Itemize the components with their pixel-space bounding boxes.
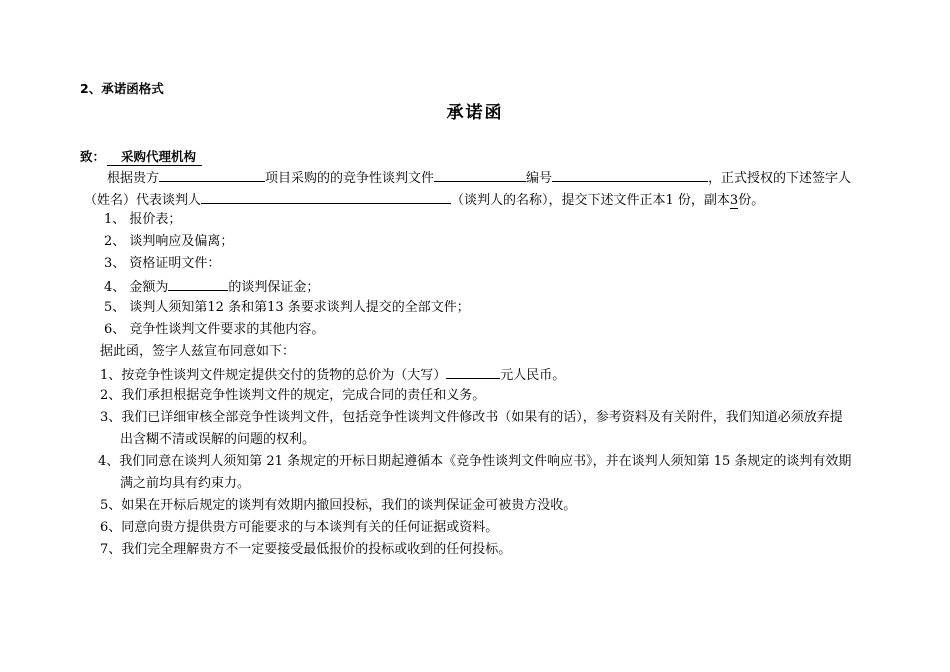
document-blank [434, 168, 526, 182]
addressee-name: 采购代理机构 [107, 149, 202, 166]
clause-3-line-1: 3、我们已详细审核全部竞争性谈判文件，包括竞争性谈判文件修改书（如果有的话），参考资料及有关附件，我们知道必须放弃提 [100, 410, 843, 425]
number-blank [552, 168, 708, 182]
intro-text: （姓名）代表谈判人 [84, 193, 202, 208]
intro-text: 根据贵方 [107, 171, 160, 186]
project-name-blank [159, 168, 265, 182]
document-item: 2、 谈判响应及偏离； [104, 234, 234, 249]
document-item: 6、 竞争性谈判文件要求的其他内容。 [104, 322, 325, 337]
addressee-line [80, 148, 202, 166]
document-item-suffix: 的谈判保证金； [228, 280, 320, 295]
intro-line-2 [84, 190, 764, 210]
clause-7: 7、我们完全理解贵方不一定要接受最低报价的投标或收到的任何投标。 [100, 542, 512, 557]
clause-5: 5、如果在开标后规定的谈判有效期内撤回投标，我们的谈判保证金可被贵方没收。 [100, 498, 577, 513]
clause-text: 元人民币。 [500, 368, 566, 383]
document-item: 5、 谈判人须知第12 条和第13 条要求谈判人提交的全部文件； [104, 300, 470, 315]
declaration-intro: 据此函，签字人兹宣布同意如下： [100, 344, 296, 359]
copies-count: 3 [729, 193, 739, 208]
clause-6: 6、同意向贵方提供贵方可能要求的与本谈判有关的任何证据或资料。 [100, 520, 499, 535]
intro-text: 编号 [526, 171, 553, 186]
bidder-name-blank [201, 190, 451, 204]
clause-4-line-1: 4、我们同意在谈判人须知第 21 条规定的开标日期起遵循本《竞争性谈判文件响应书》，并在谈判人须知第 15 条规定的谈判有效期 [98, 454, 852, 469]
intro-text: 项目采购的的竞争性谈判文件 [265, 171, 435, 186]
clause-text: 1、按竞争性谈判文件规定提供交付的货物的总价为（大写） [100, 368, 447, 383]
document-item: 1、 报价表； [104, 212, 182, 227]
addressee-prefix: 致： [80, 149, 106, 164]
clause-2: 2、我们承担根据竞争性谈判文件的规定，完成合同的责任和义务。 [100, 388, 486, 403]
intro-text: 份。 [738, 193, 765, 208]
section-heading: 2、承诺函格式 [80, 81, 164, 96]
document-item: 3、 资格证明文件： [104, 256, 221, 271]
document-item-amount [104, 277, 319, 297]
intro-line-1 [107, 168, 851, 188]
document-title: 承诺函 [446, 103, 504, 123]
clause-3-line-2: 出含糊不清或误解的问题的权利。 [120, 432, 316, 447]
clause-1 [100, 365, 565, 385]
document-item: 4、 金额为 [104, 280, 169, 295]
intro-text: （谈判人的名称），提交下述文件正本1 份，副本 [451, 193, 730, 208]
intro-text: ，正式授权的下述签字人 [708, 171, 852, 186]
amount-blank [168, 277, 228, 291]
total-price-blank [446, 365, 500, 379]
clause-4-line-2: 满之前均具有约束力。 [120, 476, 251, 491]
